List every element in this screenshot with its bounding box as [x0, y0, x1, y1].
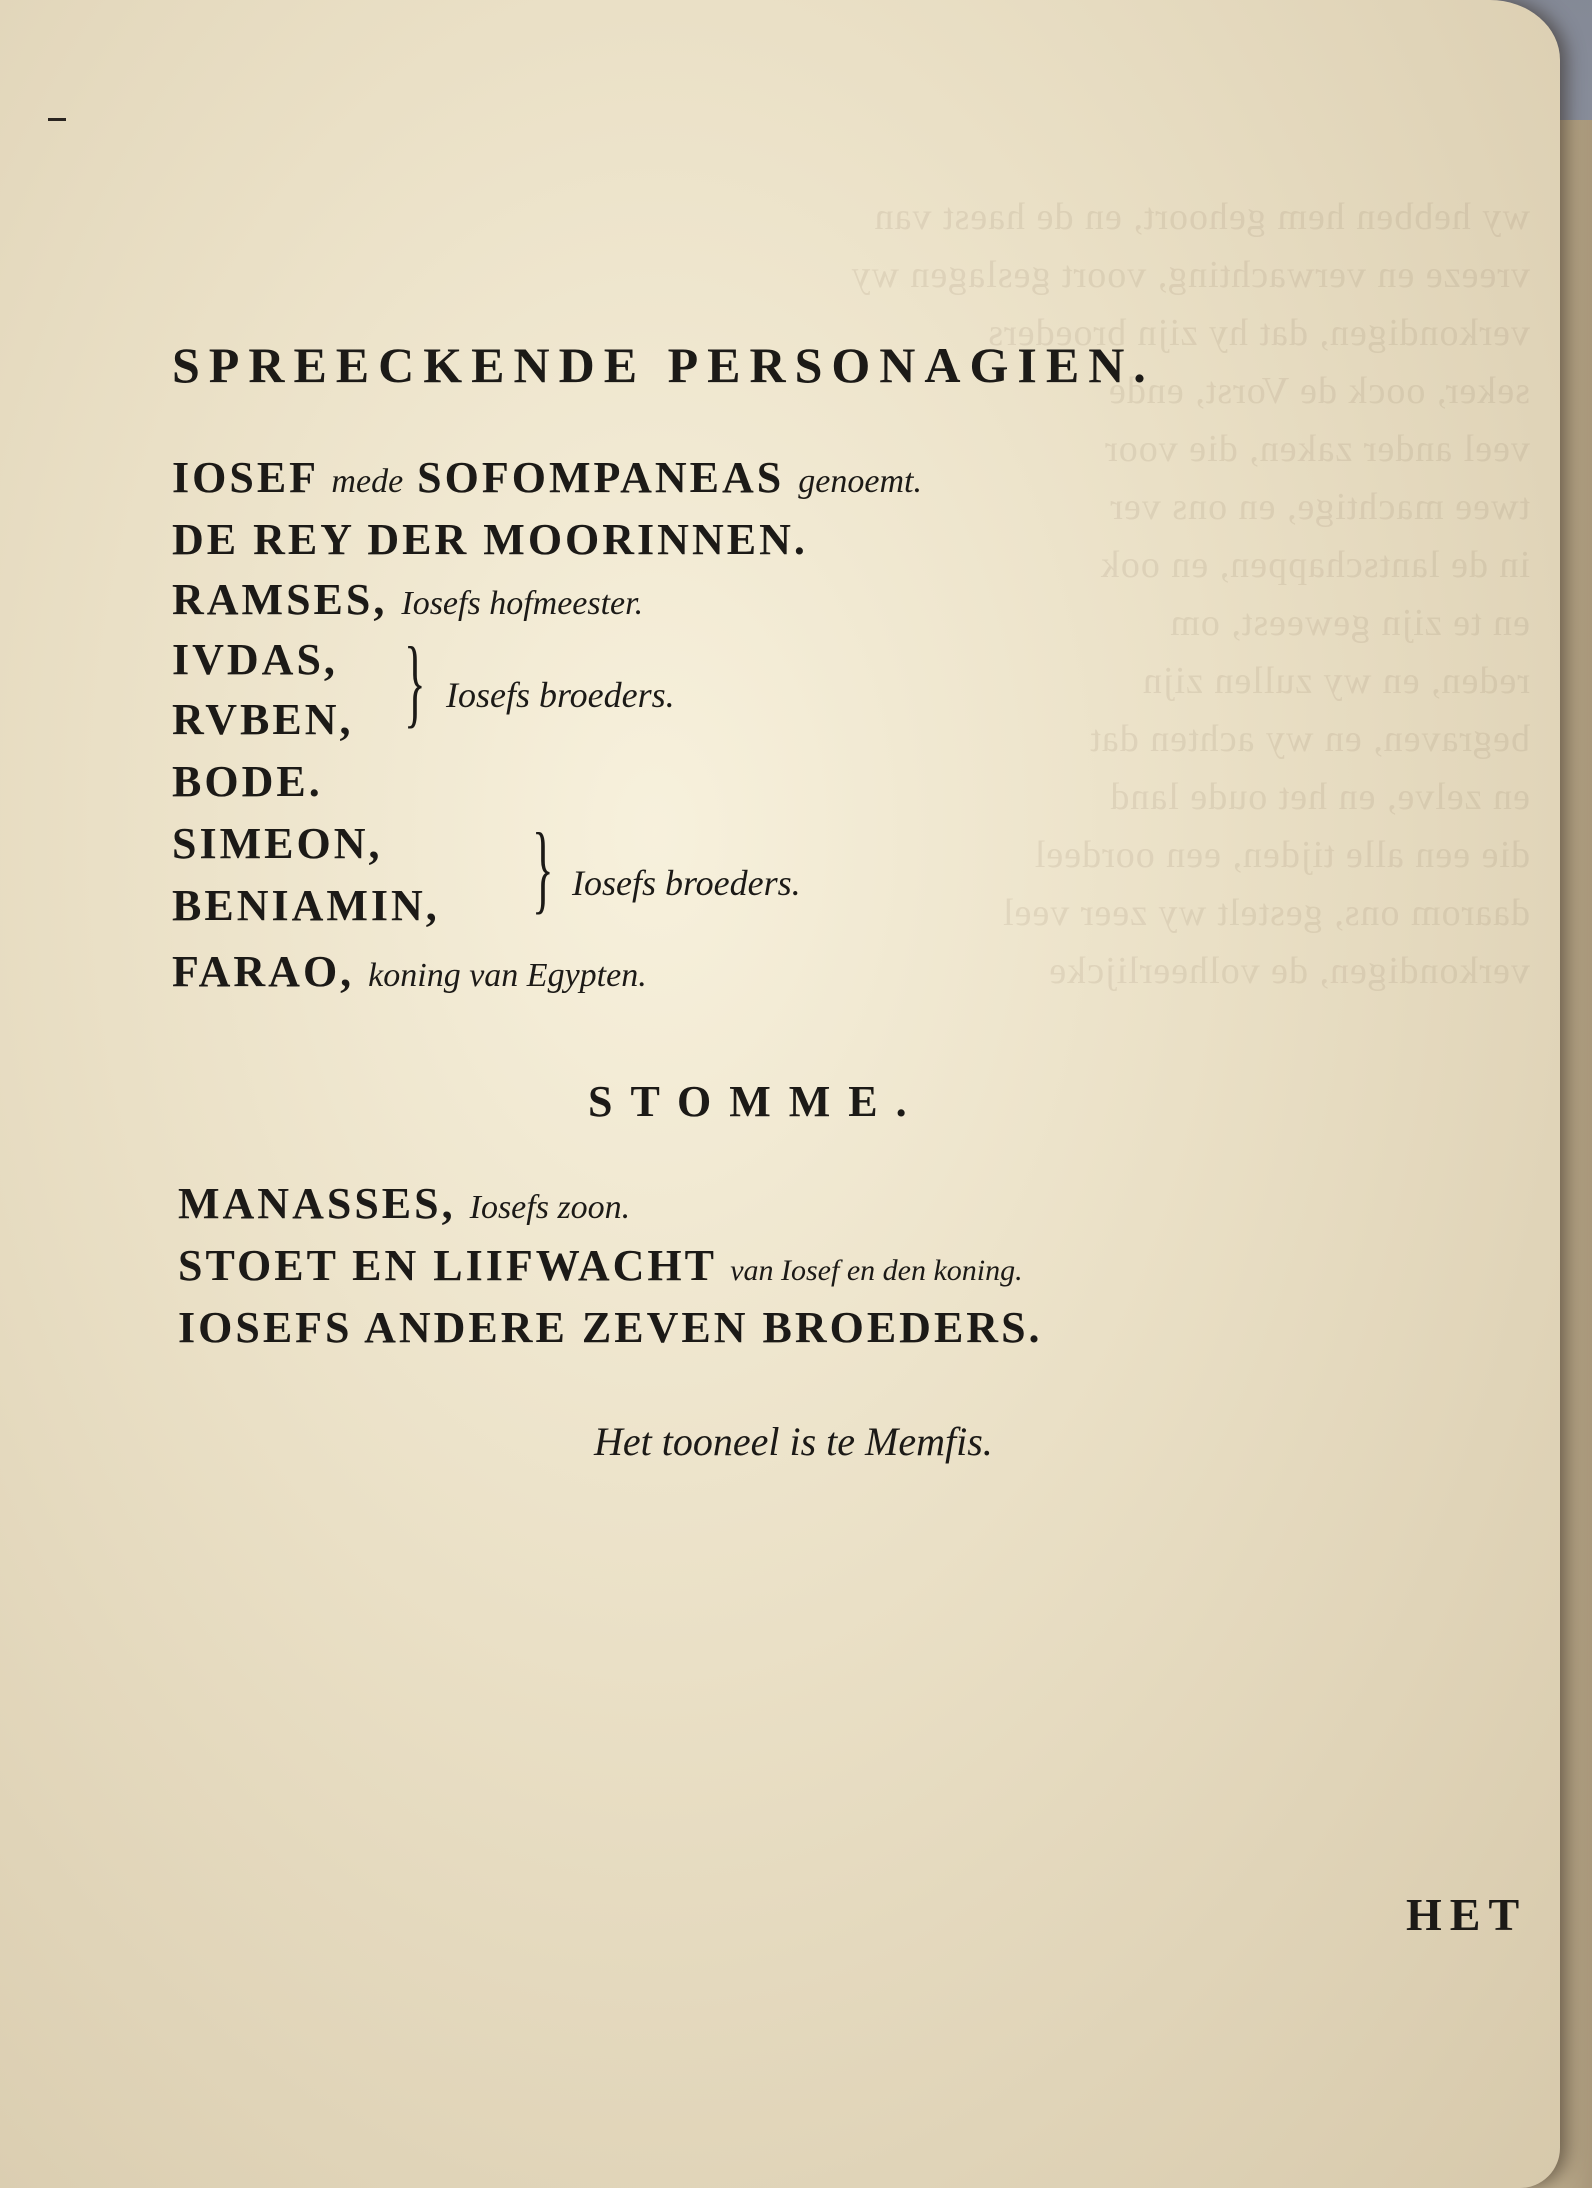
character-name: FARAO, — [172, 947, 355, 996]
character-note: genoemt. — [798, 463, 922, 500]
page-title: SPREECKENDE PERSONAGIEN. — [172, 337, 1155, 393]
show-through-text: wy hebben hem gehoort, en de haest van vreeze en verwachting, voort geslagen wy verkondigen, dat hy zijn broeders seker, oock de Vorst, ende veel ander zaken, die voor twee machtige, en ons ver in de lantschappen, en ook en te zijn geweest, om reden, en wy zullen zijn begraven, en wy achten dat en zelve, en het oude land die een alle tijden, een oordeel daarom ons, gestelt wy zeer veel verkondigen, de volheerlijcke — [850, 196, 1530, 992]
character-connector: mede — [331, 463, 404, 500]
section-heading: STOMME. — [588, 1077, 925, 1126]
character-bode: BODE. — [172, 757, 323, 806]
character-stoet — [178, 1240, 1023, 1291]
character-farao — [172, 946, 647, 997]
character-josef — [172, 452, 922, 503]
character-manasses — [178, 1178, 630, 1229]
character-note: van Iosef en den koning. — [730, 1254, 1023, 1287]
character-name: STOET EN LIIFWACHT — [178, 1241, 717, 1290]
character-note: Iosefs hofmeester. — [401, 585, 644, 622]
group-note: Iosefs broeders. — [446, 675, 675, 715]
character-brothers: IOSEFS ANDERE ZEVEN BROEDERS. — [178, 1303, 1043, 1352]
group-note: Iosefs broeders. — [572, 863, 801, 903]
character-note: Iosefs zoon. — [469, 1189, 631, 1226]
catchword: HET — [1406, 1889, 1528, 1940]
character-ramses — [172, 574, 643, 625]
character-simeon: SIMEON, — [172, 819, 383, 868]
character-rey: DE REY DER MOORINNEN. — [172, 515, 808, 564]
character-ruben: RVBEN, — [172, 695, 354, 744]
brace-icon: } — [532, 812, 554, 923]
scene-note: Het tooneel is te Memfis. — [594, 1419, 993, 1464]
character-judas: IVDAS, — [172, 635, 338, 684]
character-name: IOSEF — [172, 453, 318, 502]
character-note: koning van Egypten. — [368, 957, 647, 994]
brace-icon: } — [404, 626, 426, 737]
character-beniamin: BENIAMIN, — [172, 881, 440, 930]
character-name: RAMSES, — [172, 575, 388, 624]
character-alias: SOFOMPANEAS — [417, 453, 785, 502]
character-name: MANASSES, — [178, 1179, 456, 1228]
page-mark — [48, 118, 66, 121]
